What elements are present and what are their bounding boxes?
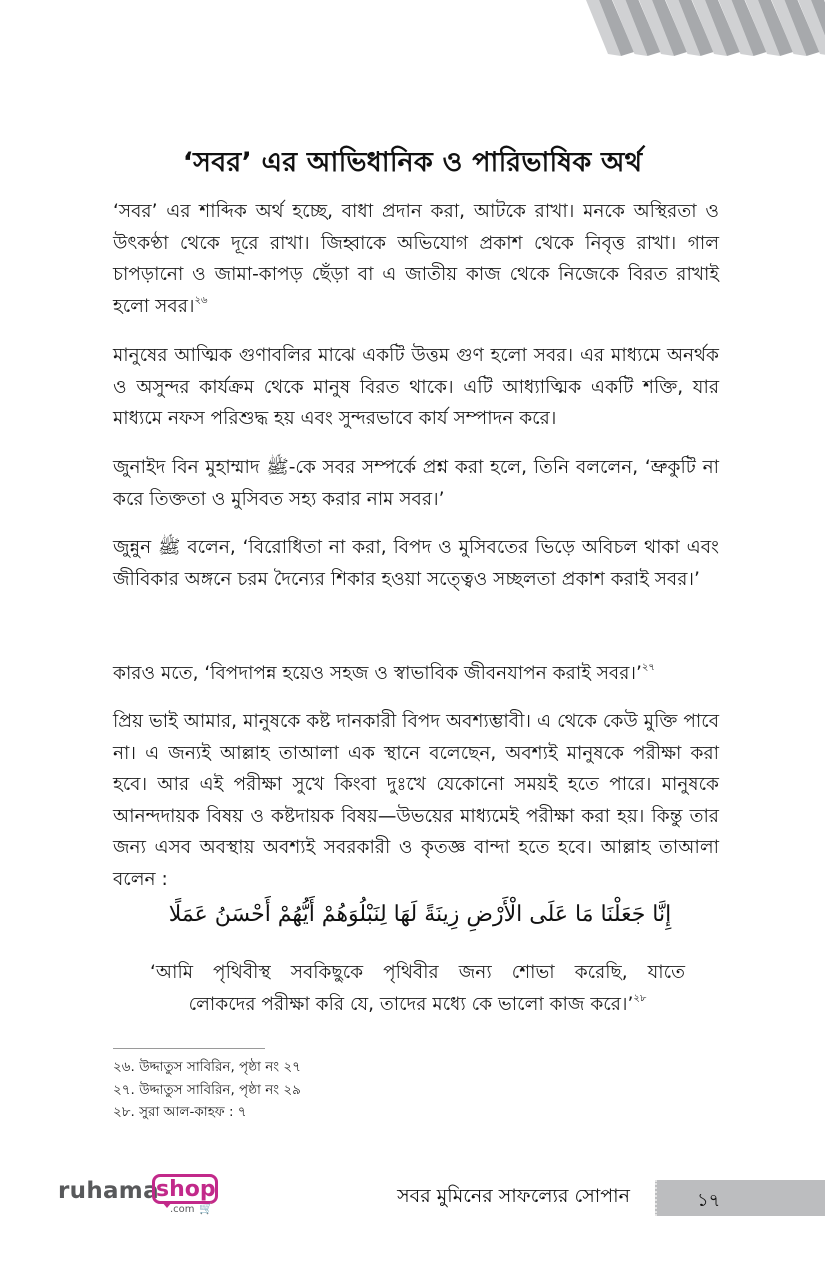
translation-line-2-wrap [150,989,685,1021]
footnote-26: ২৬. উদ্দাতুস সাবিরিন, পৃষ্ঠা নং ২৭ [113,1059,301,1075]
decorative-stripes [560,0,825,60]
paragraph-2 [113,340,719,435]
logo-text-ruhama: ruhama [58,1178,159,1204]
paragraph-1 [113,196,719,322]
paragraph-4 [113,532,719,595]
page-number: ১৭ [697,1190,721,1211]
page-number-box [655,1180,825,1216]
page-title: ‘সবর’ এর আভিধানিক ও পারিভাষিক অর্থ [182,147,643,178]
paragraph-6-text: প্রিয় ভাই আমার, মানুষকে কষ্ট দানকারী বিপদ অবশ্যম্ভাবী। এ থেকে কেউ মুক্তি পাবে না। এ জন্যই আল্লাহ তাআলা এক স্থানে বলেছেন, অবশ্যই মানুষকে পরীক্ষা করা হবে। আর এই পরীক্ষা সুখে কিংবা দুঃখে যেকোনো সময়ই হতে পারে। মানুষকে আনন্দদায়ক বিষয় ও কষ্টদায়ক বিষয়—উভয়ের মাধ্যমেই পরীক্ষা করা হয়। কিন্তু তার জন্য এসব অবস্থায় অবশ্যই সবরকারী ও কৃতজ্ঞ বান্দা হতে হবে। আল্লাহ তাআলা বলেন : [113,711,719,890]
paragraph-3-text: জুনাইদ বিন মুহাম্মাদ ﷺ-কে সবর সম্পর্কে প্রশ্ন করা হলে, তিনি বললেন, ‘ভ্রুকুটি না করে তিক্ততা ও মুসিবত সহ্য করার নাম সবর।’ [113,457,719,510]
logo-text-com: .com [170,1204,195,1215]
footnote-ref-27[interactable]: ২৭ [641,662,655,673]
translation-line-1: ‘আমি পৃথিবীস্থ সবকিছুকে পৃথিবীর জন্য শোভা করেছি, যাতে [150,962,685,983]
ruhamashop-logo [58,1172,228,1222]
verse-translation [150,957,685,1021]
running-title: সবর মুমিনের সাফল্যের সোপান [397,1185,630,1207]
paragraph-1-text: ‘সবর’ এর শাব্দিক অর্থ হচ্ছে, বাধা প্রদান করা, আটকে রাখা। মনকে অস্থিরতা ও উৎকণ্ঠা থেকে দূরে রাখা। জিহ্বাকে অভিযোগ প্রকাশ থেকে নিবৃত্ত রাখা। গাল চাপড়ানো ও জামা-কাপড় ছেঁড়া বা এ জাতীয় কাজ থেকে নিজেকে বিরত রাখাই হলো সবর। [113,201,719,317]
shopping-cart-icon: 🛒 [199,1202,213,1215]
paragraph-3 [113,452,719,515]
footnote-27: ২৭. উদ্দাতুস সাবিরিন, পৃষ্ঠা নং ২৯ [113,1081,301,1098]
paragraph-6 [113,706,719,895]
footnote-divider [113,1048,265,1049]
footnote-ref-26[interactable]: ২৬ [194,294,208,306]
paragraph-2-text: মানুষের আত্মিক গুণাবলির মাঝে একটি উত্তম গুণ হলো সবর। এর মাধ্যমে অনর্থক ও অসুন্দর কার্যক্রম থেকে মানুষ বিরত থাকে। এটি আধ্যাত্মিক একটি শক্তি, যার মাধ্যমে নফস পরিশুদ্ধ হয় এবং সুন্দরভাবে কার্য সম্পাদন করে। [113,345,719,429]
footnotes [113,1056,301,1124]
footnote-28: ২৮. সুরা আল-কাহফ : ৭ [113,1104,247,1120]
logo-text-shop: shop [156,1177,216,1202]
paragraph-5 [113,658,719,690]
arabic-verse: إِنَّا جَعَلْنَا مَا عَلَى الْأَرْضِ زِينَةً لَهَا لِنَبْلُوَهُمْ أَيُّهُمْ أَحْسَنُ عَمَلًا [168,902,672,927]
footnote-ref-28[interactable]: ২৮ [633,993,647,1004]
paragraph-4-text: জুন্নুন ﷺ বলেন, ‘বিরোধিতা না করা, বিপদ ও মুসিবতের ভিড়ে অবিচল থাকা এবং জীবিকার অঙ্গনে চরম দৈন্যের শিকার হওয়া সত্ত্বেও সচ্ছলতা প্রকাশ করাই সবর।’ [113,537,719,590]
paragraph-5-text: কারও মতে, ‘বিপদাপন্ন হয়েও সহজ ও স্বাভাবিক জীবনযাপন করাই সবর।’ [113,663,642,684]
translation-line-2: লোকদের পরীক্ষা করি যে, তাদের মধ্যে কে ভালো কাজ করে।’ [188,994,634,1015]
